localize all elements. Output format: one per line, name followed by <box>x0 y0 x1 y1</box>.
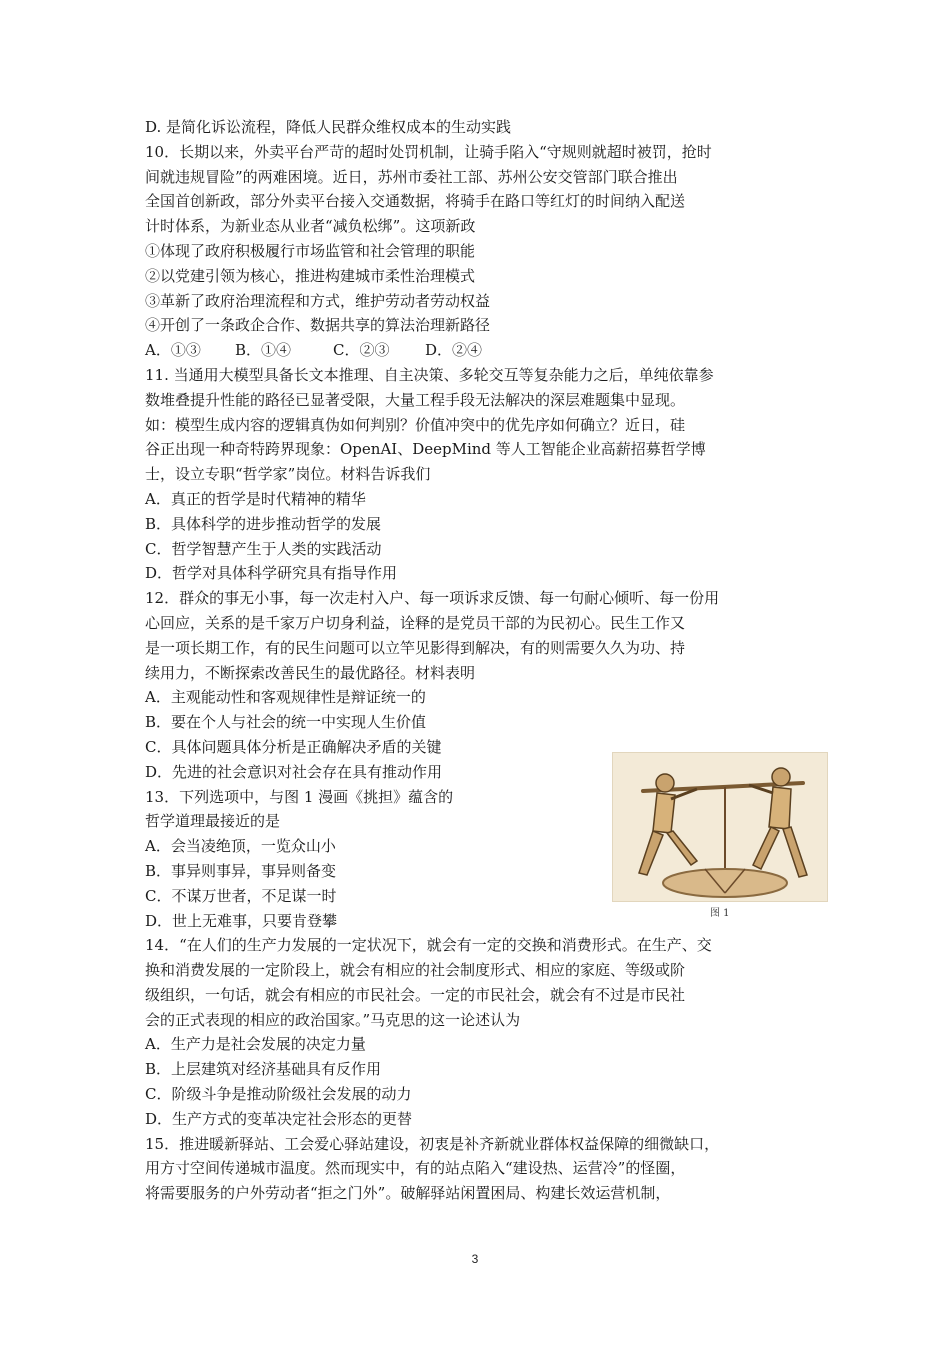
option-c: C．具体问题具体分析是正确解决矛盾的关键 <box>145 737 442 756</box>
text-line: D. 是简化诉讼流程，降低人民群众维权成本的生动实践 <box>145 118 512 136</box>
text-line: 心回应，关系的是千家万户切身利益，诠释的是党员干部的为民初心。民生工作又 <box>145 613 686 632</box>
cartoon-figure-image <box>612 752 828 902</box>
question-15-stem: 15．推进暖新驿站、工会爱心驿站建设，初衷是补齐新就业群体权益保障的细微缺口， <box>145 1134 720 1153</box>
question-11-stem: 11. 当通用大模型具备长文本推理、自主决策、多轮交互等复杂能力之后，单纯依靠参 <box>145 365 714 384</box>
question-14-stem: 14．“在人们的生产力发展的一定状况下，就会有一定的交换和消费形式。在生产、交 <box>145 936 712 955</box>
option-d: D．世上无难事，只要肯登攀 <box>145 911 338 930</box>
page-number: 3 <box>471 1252 479 1266</box>
question-10-stem: 10．长期以来，外卖平台严苛的超时处罚机制，让骑手陷入“守规则就超时被罚，抢时 <box>145 142 712 161</box>
option-b: B．具体科学的进步推动哲学的发展 <box>145 514 382 533</box>
option-c: C．②③ <box>333 341 390 360</box>
question-content <box>145 115 785 1206</box>
text-line: 续用力，不断探索改善民生的最优路径。材料表明 <box>145 663 476 682</box>
option-d: D．先进的社会意识对社会存在具有推动作用 <box>145 762 443 781</box>
figure-caption: 图 1 <box>710 908 730 919</box>
text-line: 哲学道理最接近的是 <box>145 812 281 831</box>
statement-3: ③革新了政府治理流程和方式，维护劳动者劳动权益 <box>145 291 491 310</box>
cartoon-illustration <box>613 753 827 901</box>
statement-2: ②以党建引领为核心，推进构建城市柔性治理模式 <box>145 266 476 285</box>
text-line: 士，设立专职“哲学家”岗位。材料告诉我们 <box>145 465 431 484</box>
text-line: 用方寸空间传递城市温度。然而现实中，有的站点陷入“建设热、运营冷”的怪圈， <box>145 1159 686 1178</box>
question-10-options <box>145 338 785 363</box>
text-line: 全国首创新政，部分外卖平台接入交通数据，将骑手在路口等红灯的时间纳入配送 <box>145 192 686 211</box>
option-a: A．真正的哲学是时代精神的精华 <box>145 489 366 508</box>
text-line: 换和消费发展的一定阶段上，就会有相应的社会制度形式、相应的家庭、等级或阶 <box>145 961 686 980</box>
text-line: 间就违规冒险”的两难困境。近日，苏州市委社工部、苏州公安交管部门联合推出 <box>145 167 678 186</box>
statement-4: ④开创了一条政企合作、数据共享的算法治理新路径 <box>145 316 491 335</box>
option-a: A．会当凌绝顶，一览众山小 <box>145 837 336 856</box>
option-d: D．②④ <box>425 341 483 360</box>
option-a: A．①③ <box>145 341 201 360</box>
text-line: 如：模型生成内容的逻辑真伪如何判别？价值冲突中的优先序如何确立？近日，硅 <box>145 415 686 434</box>
text-line: 计时体系，为新业态从业者“减负松绑”。这项新政 <box>145 217 476 236</box>
option-d: D．生产方式的变革决定社会形态的更替 <box>145 1109 413 1128</box>
text-line: 是一项长期工作，有的民生问题可以立竿见影得到解决，有的则需要久久为功、持 <box>145 638 686 657</box>
text-line: 会的正式表现的相应的政治国家。”马克思的这一论述认为 <box>145 1010 521 1029</box>
option-c: C．哲学智慧产生于人类的实践活动 <box>145 539 382 558</box>
option-c: C．不谋万世者，不足谋一时 <box>145 886 337 905</box>
question-12-stem: 12．群众的事无小事，每一次走村入户、每一项诉求反馈、每一句耐心倾听、每一份用 <box>145 589 720 608</box>
option-a: A．主观能动性和客观规律性是辩证统一的 <box>145 688 426 707</box>
option-b: B．事异则事异，事异则备变 <box>145 861 337 880</box>
option-c: C．阶级斗争是推动阶级社会发展的动力 <box>145 1085 412 1104</box>
text-line: 级组织，一句话，就会有相应的市民社会。一定的市民社会，就会有不过是市民社 <box>145 985 686 1004</box>
option-b: B．上层建筑对经济基础具有反作用 <box>145 1060 382 1079</box>
option-a: A．生产力是社会发展的决定力量 <box>145 1035 366 1054</box>
option-d: D．哲学对具体科学研究具有指导作用 <box>145 564 398 583</box>
statement-1: ①体现了政府积极履行市场监管和社会管理的职能 <box>145 241 476 260</box>
text-line: 将需要服务的户外劳动者“拒之门外”。破解驿站闲置困局、构建长效运营机制， <box>145 1184 671 1203</box>
question-13-stem: 13．下列选项中，与图 1 漫画《挑担》蕴含的 <box>145 787 454 806</box>
text-line: 数堆叠提升性能的路径已显著受限，大量工程手段无法解决的深层难题集中显现。 <box>145 390 686 409</box>
option-b: B．要在个人与社会的统一中实现人生价值 <box>145 713 427 732</box>
text-line: 谷正出现一种奇特跨界现象：OpenAI、DeepMind 等人工智能企业高薪招募哲学博 <box>145 440 706 459</box>
option-b: B．①④ <box>235 341 292 360</box>
